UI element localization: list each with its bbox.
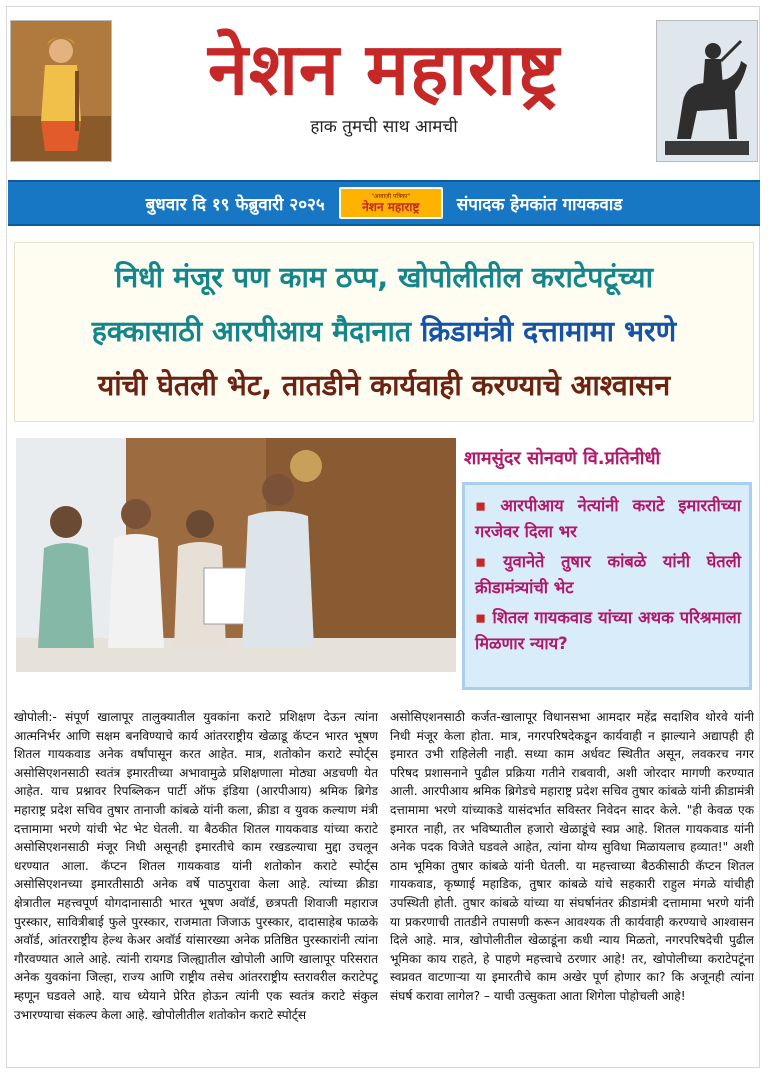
meeting-photo-illustration (16, 438, 456, 672)
headline-line-3: यांची घेतली भेट, तातडीने कार्यवाही करण्याचे आश्वासन (97, 369, 671, 402)
statue-illustration (657, 21, 757, 161)
highlight-text: युवानेते तुषार कांबळे यांनी घेतली क्रीडामंत्र्यांची भेट (475, 552, 742, 597)
meeting-photo (16, 438, 456, 672)
shivaji-portrait-image (10, 20, 112, 162)
newspaper-mini-logo (339, 187, 443, 219)
article-column-1 (14, 708, 378, 1064)
highlights-box (462, 482, 752, 690)
article-body (14, 708, 754, 1064)
headline-line-2 (25, 305, 743, 359)
portrait-illustration (11, 21, 111, 161)
newspaper-tagline: हाक तुमची साथ आमची (310, 117, 458, 137)
editor-credit: संपादक हेमकांत गायकवाड (456, 194, 623, 215)
issue-date: बुधवार दि १९ फेब्रुवारी २०२५ (145, 194, 325, 215)
bullet-square-icon: ▪ (475, 496, 495, 515)
masthead (8, 10, 760, 175)
date-editor-bar (8, 180, 760, 226)
reporter-byline: शामसुंदर सोनवणे वि.प्रतिनीधी (464, 448, 661, 469)
equestrian-statue-image (656, 20, 758, 162)
headline-block (14, 242, 754, 422)
highlight-item (475, 605, 741, 657)
highlight-item (475, 549, 741, 601)
headline-line-2-part-a: हक्कासाठी आरपीआय मैदानात (91, 315, 412, 348)
article-paragraph: असोसिएशनसाठी कर्जत-खालापूर विधानसभा आमदार महेंद्र सदाशिव थोरवे यांनी निधी मंजूर केला होता. मात्र, नगरपरिषदेकडून कार्यवाही न झाल्याने अद्यापही ही इमारत उभी राहिलेली नाही. सध्या काम अर्धवट स्थितीत असून, लवकरच नगर परिषद प्रशासनाने पुढील प्रक्रिया गतीने राबवावी, अशी जोरदार मागणी करण्यात आली. आरपीआय श्रमिक ब्रिगेडचे महाराष्ट्र प्रदेश सचिव तुषार कांबळे यांनी क्रीडामंत्री दत्तामामा भरणे यांच्याकडे यासंदर्भात सविस्तर निवेदन सादर केले. "ही केवळ एक इमारत नाही, तर भविष्यातील हजारो खेळाडूंचे स्वप्न आहे. शितल गायकवाड यांनी अनेक पदक विजेते घडवले आहेत, त्यांना योग्य सुविधा मिळायलाच हव्यात!" अशी ठाम भूमिका तुषार कांबळे यांनी घेतली. या महत्त्वाच्या बैठकीसाठी कॅप्टन शितल गायकवाड, कृष्णाई महाडिक, तुषार कांबळे यांचे सहकारी राहुल मंगळे यांचीही उपस्थिती होती. तुषार कांबळे यांच्या या संघर्षानंतर क्रीडामंत्री दत्तामामा भरणे यांनी या प्रकरणाची तातडीने तपासणी करून आवश्यक ती कार्यवाही करण्याचे आश्वासन दिले आहे. मात्र, खोपोलीतील खेळाडूंना कधी न्याय मिळतो, नगरपरिषदेची पुढील भूमिका काय राहते, हे पाहणे महत्त्वाचे ठरणार आहे! तर, खोपोलीच्या कराटेपटूंना स्वप्नवत वाटणाऱ्या या इमारतीचे काम अखेर पूर्ण होणार का? कि अजूनही त्यांना संघर्ष करावा लागेल? – याची उत्सुकता आता शिगेला पोहोचली आहे! (390, 710, 754, 1003)
highlight-text: आरपीआय नेत्यांनी कराटे इमारतीच्या गरजेवर दिला भर (475, 496, 741, 541)
article-column-2 (390, 708, 754, 1064)
highlight-text: शितल गायकवाड यांच्या अथक परिश्रमाला मिळणार न्याय? (475, 608, 742, 653)
headline-line-2-part-b: क्रिडामंत्री दत्तामामा भरणे (421, 315, 677, 348)
newspaper-title: नेशन महाराष्ट्र (207, 27, 561, 111)
highlight-item (475, 493, 741, 545)
headline-line-1: निधी मंजूर पण काम ठप्प, खोपोलीतील कराटेपटूंच्या (115, 261, 653, 294)
bullet-square-icon: ▪ (475, 552, 498, 571)
mini-logo-name: नेशन महाराष्ट्र (362, 199, 420, 214)
article-paragraph: खोपोली:- संपूर्ण खालापूर तालुक्यातील युवकांना कराटे प्रशिक्षण देऊन त्यांना आत्मनिर्भर आणि सक्षम बनविण्याचे कार्य आंतरराष्ट्रीय खेळाडू कॅप्टन भारत भूषण शितल गायकवाड अनेक वर्षांपासून करत आहेत. मात्र, शतोकोन कराटे स्पोर्ट्स असोसिएशनसाठी स्वतंत्र इमारतीच्या अभावामुळे प्रशिक्षणाला मोठ्या अडचणी येत आहेत. याच प्रश्नावर रिपब्लिकन पार्टी ऑफ इंडिया (आरपीआय) श्रमिक ब्रिगेड महाराष्ट्र प्रदेश सचिव तुषार तानाजी कांबळे यांनी कला, क्रीडा व युवक कल्याण मंत्री दत्तामामा भरणे यांची भेट भेट घेतली. या बैठकीत शितल गायकवाड यांच्या कराटे असोसिएशनसाठी मंजूर निधी असूनही इमारतीचे काम रखडल्याचा मुद्दा उचलून धरण्यात आला. कॅप्टन शितल गायकवाड यांनी शतोकोन कराटे स्पोर्ट्स असोसिएशनच्या इमारतीसाठी अनेक वर्षे पाठपुरावा केला आहे. त्यांच्या क्रीडा क्षेत्रातील महत्त्वपूर्ण योगदानासाठी भारत भूषण अवॉर्ड, छत्रपती शिवाजी महाराज पुरस्कार, सावित्रीबाई फुले पुरस्कार, राजमाता जिजाऊ पुरस्कार, दादासाहेब फाळके अवॉर्ड, आंतरराष्ट्रीय हेल्थ केअर अवॉर्ड यांसारख्या अनेक प्रतिष्ठित पुरस्कारांनी त्यांना गौरवण्यात आले आहे. त्यांनी रायगड जिल्ह्यातील खोपोली आणि खालापूर परिसरात अनेक युवकांना जिल्हा, राज्य आणि राष्ट्रीय तसेच आंतरराष्ट्रीय स्तरावरील कराटेपटू म्हणून घडवले आहे. याच ध्येयाने प्रेरित होऊन त्यांनी एक स्वतंत्र कराटे संकुल उभारण्याचा संकल्प केला आहे. खोपोलीतील शतोकोन कराटे स्पोर्ट्स (14, 710, 378, 1022)
mini-logo-tagline: "आवाज़ी पत्रिका" (371, 192, 411, 200)
bullet-square-icon: ▪ (475, 608, 487, 627)
